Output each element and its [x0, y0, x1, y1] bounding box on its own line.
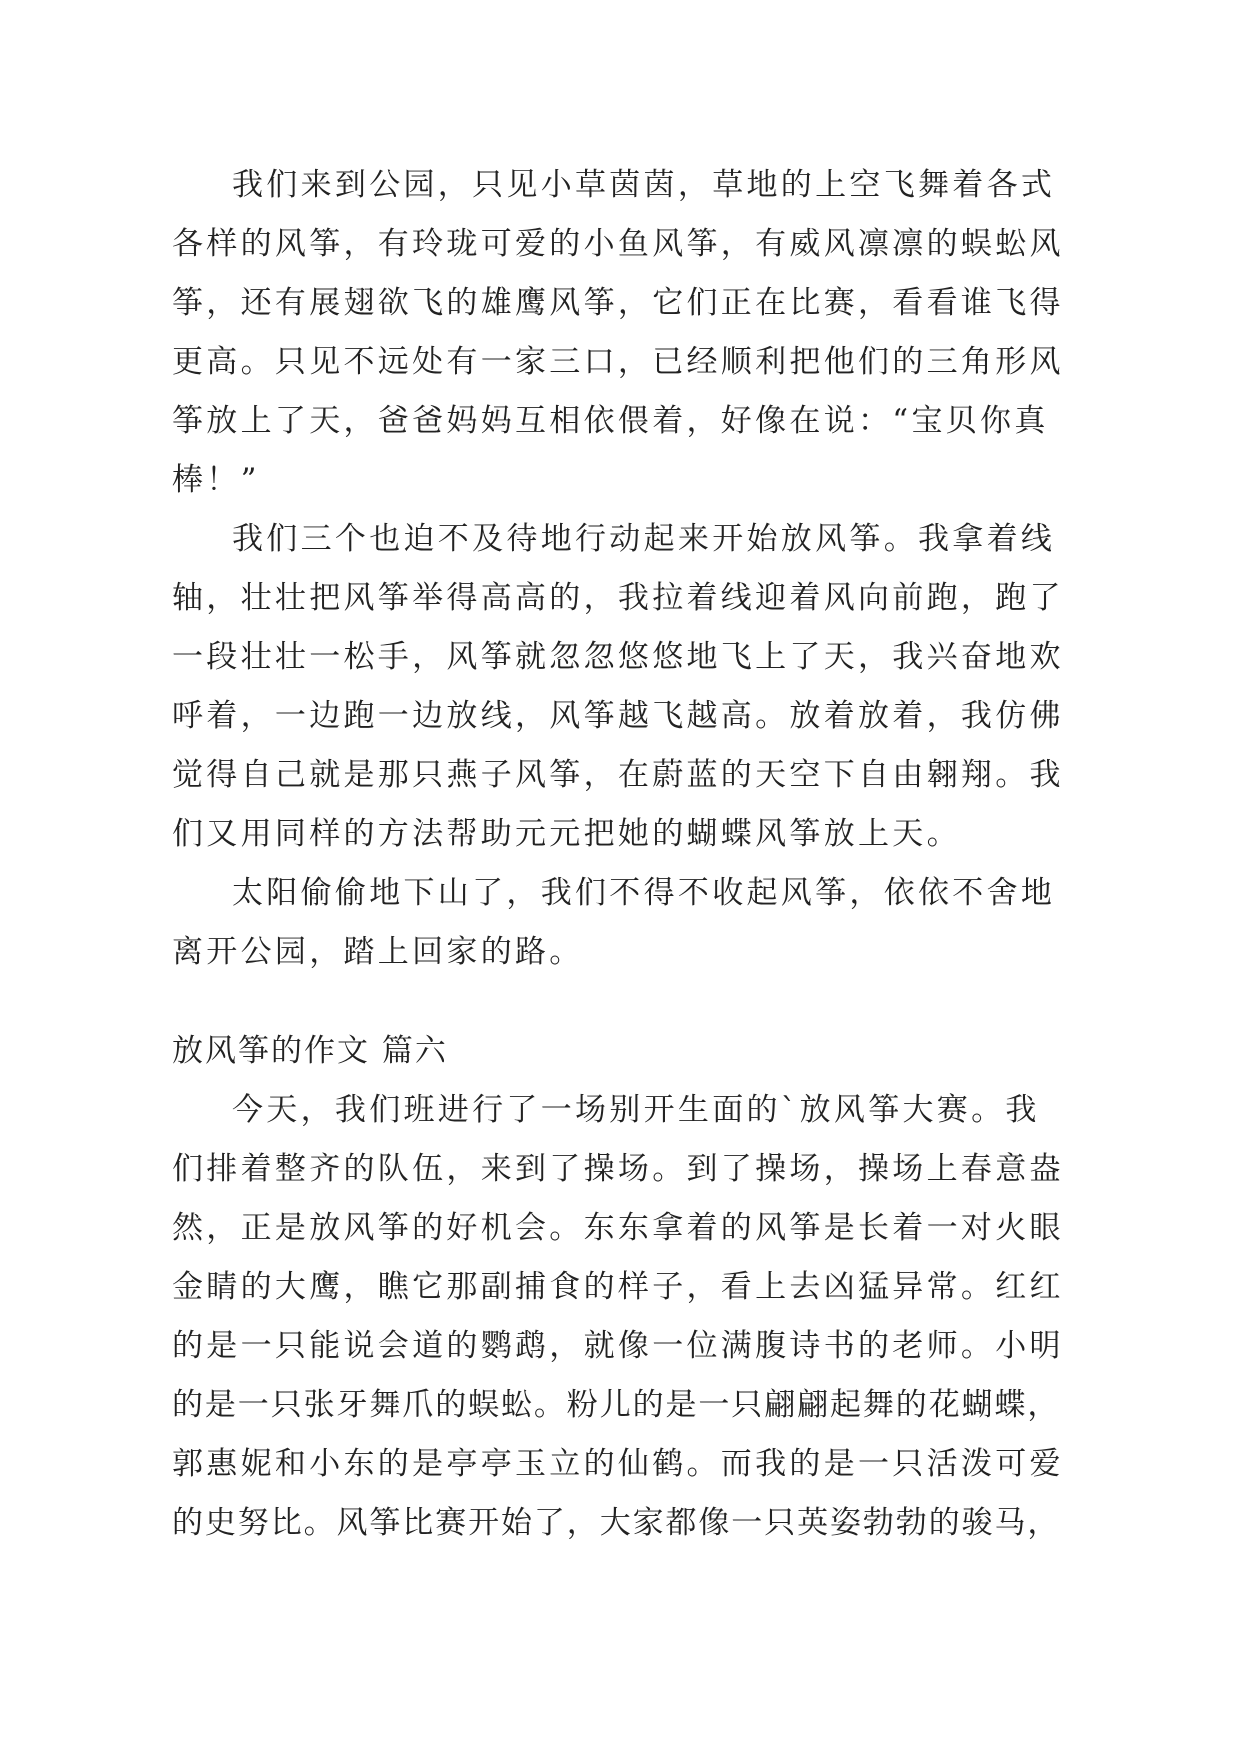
paragraph-line: 的是一只张牙舞爪的蜈蚣。粉儿的是一只翩翩起舞的花蝴蝶， — [172, 1387, 1061, 1423]
paragraph-line: 轴，壮壮把风筝举得高高的，我拉着线迎着风向前跑，跑了 — [172, 580, 1064, 616]
paragraph-line: 郭惠妮和小东的是亭亭玉立的仙鹤。而我的是一只活泼可爱 — [172, 1446, 1064, 1482]
paragraph-line: 们排着整齐的队伍，来到了操场。到了操场，操场上春意盎 — [172, 1151, 1064, 1187]
section-heading: 放风筝的作文 篇六 — [172, 1033, 448, 1069]
paragraph-line: 然，正是放风筝的好机会。东东拿着的风筝是长着一对火眼 — [172, 1210, 1064, 1246]
paragraph-line: 呼着，一边跑一边放线，风筝越飞越高。放着放着，我仿佛 — [172, 698, 1064, 734]
paragraph-line: 觉得自己就是那只燕子风筝，在蔚蓝的天空下自由翱翔。我 — [172, 757, 1064, 793]
paragraph-line: 的史努比。风筝比赛开始了，大家都像一只英姿勃勃的骏马， — [172, 1505, 1061, 1541]
paragraph-line: 棒！” — [172, 462, 260, 498]
paragraph-line: 太阳偷偷地下山了，我们不得不收起风筝，依依不舍地 — [232, 875, 1056, 911]
paragraph-line: 一段壮壮一松手，风筝就忽忽悠悠地飞上了天，我兴奋地欢 — [172, 639, 1064, 675]
paragraph-line: 今天，我们班进行了一场别开生面的`放风筝大赛。我 — [232, 1092, 1040, 1128]
paragraph-line: 筝，还有展翅欲飞的雄鹰风筝，它们正在比赛，看看谁飞得 — [172, 285, 1064, 321]
paragraph-line: 们又用同样的方法帮助元元把她的蝴蝶风筝放上天。 — [172, 816, 961, 852]
paragraph-line: 离开公园，踏上回家的路。 — [172, 934, 584, 970]
paragraph-line: 我们三个也迫不及待地行动起来开始放风筝。我拿着线 — [232, 521, 1056, 557]
paragraph-line: 筝放上了天，爸爸妈妈互相依偎着，好像在说：“宝贝你真 — [172, 403, 1049, 439]
paragraph-line: 各样的风筝，有玲珑可爱的小鱼风筝，有威风凛凛的蜈蚣风 — [172, 226, 1064, 262]
paragraph-line: 的是一只能说会道的鹦鹉，就像一位满腹诗书的老师。小明 — [172, 1328, 1064, 1364]
paragraph-line: 我们来到公园，只见小草茵茵，草地的上空飞舞着各式 — [232, 167, 1056, 203]
paragraph-line: 更高。只见不远处有一家三口，已经顺利把他们的三角形风 — [172, 344, 1064, 380]
paragraph-line: 金睛的大鹰，瞧它那副捕食的样子，看上去凶猛异常。红红 — [172, 1269, 1064, 1305]
